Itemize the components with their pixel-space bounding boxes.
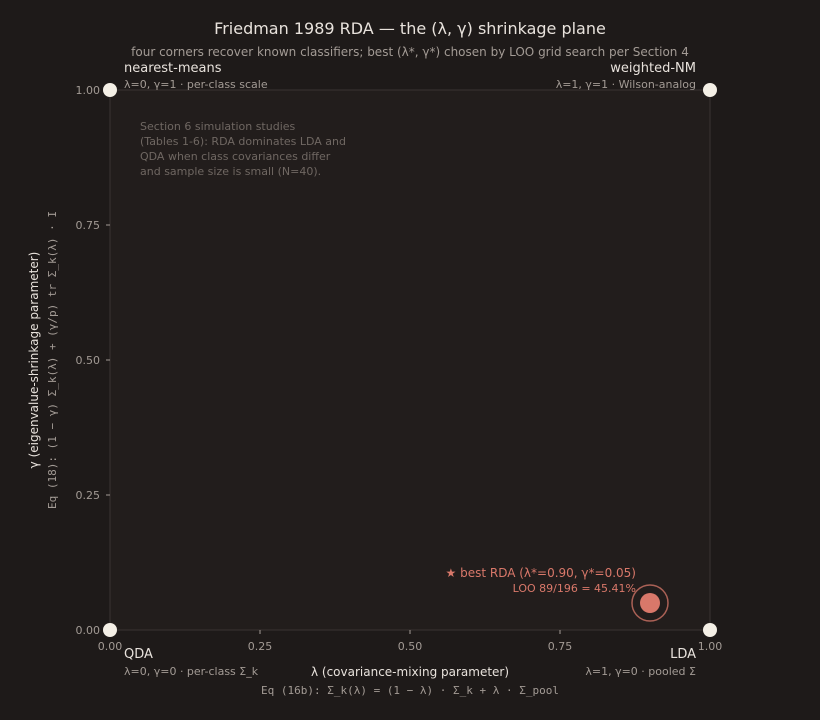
- corner-name: LDA: [670, 647, 696, 662]
- corner-marker: [703, 623, 717, 637]
- corner-name: nearest-means: [124, 61, 222, 76]
- y-tick-label: 0.50: [75, 354, 100, 367]
- y-axis-equation: Eq (18): (1 − γ) Σ_k(λ) + (γ/p) tr Σ_k(λ) · I: [46, 210, 59, 510]
- note-line: QDA when class covariances differ: [140, 150, 331, 163]
- corner-name: QDA: [124, 647, 153, 662]
- y-axis-label: γ (eigenvalue-shrinkage parameter): [27, 251, 41, 469]
- note-line: Section 6 simulation studies: [140, 120, 296, 133]
- y-tick-label: 0.00: [75, 624, 100, 637]
- note-line: and sample size is small (N=40).: [140, 165, 322, 178]
- corner-desc: λ=0, γ=0 · per-class Σ_k: [124, 665, 259, 678]
- note-line: (Tables 1-6): RDA dominates LDA and: [140, 135, 346, 148]
- corner-name: weighted-NM: [610, 61, 696, 76]
- x-tick-label: 0.25: [247, 640, 273, 653]
- corner-desc: λ=1, γ=1 · Wilson-analog: [555, 78, 696, 91]
- corner-marker: [103, 623, 117, 637]
- best-point-marker: [640, 593, 660, 613]
- corner-desc: λ=0, γ=1 · per-class scale: [124, 78, 268, 91]
- y-tick-label: 1.00: [75, 84, 100, 97]
- x-tick-label: 1.00: [697, 640, 723, 653]
- corner-desc: λ=1, γ=0 · pooled Σ: [585, 665, 696, 678]
- chart-subtitle: four corners recover known classifiers; best (λ*, γ*) chosen by LOO grid search per Section 4: [131, 45, 689, 59]
- x-tick-label: 0.50: [397, 640, 423, 653]
- x-tick-label: 0.00: [97, 640, 123, 653]
- chart-title: Friedman 1989 RDA — the (λ, γ) shrinkage plane: [214, 19, 606, 38]
- corner-marker: [703, 83, 717, 97]
- corner-marker: [103, 83, 117, 97]
- best-point-label: ★ best RDA (λ*=0.90, γ*=0.05): [445, 566, 636, 580]
- y-tick-label: 0.25: [75, 489, 100, 502]
- best-point-sublabel: LOO 89/196 = 45.41%: [512, 582, 636, 595]
- x-tick-label: 0.75: [547, 640, 573, 653]
- x-axis-equation: Eq (16b): Σ_k(λ) = (1 − λ) · Σ_k + λ · Σ_pool: [260, 684, 560, 697]
- x-axis-label: λ (covariance-mixing parameter): [310, 665, 510, 679]
- y-tick-label: 0.75: [75, 219, 100, 232]
